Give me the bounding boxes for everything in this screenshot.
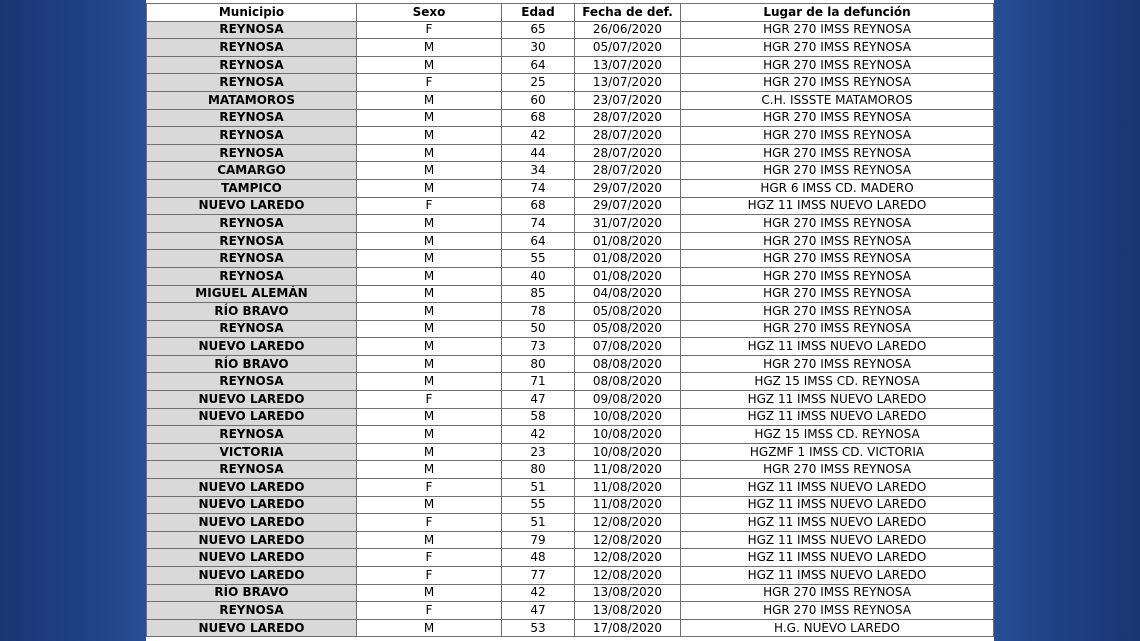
cell-municipio: REYNOSA <box>147 215 357 233</box>
table-row <box>147 531 994 549</box>
table-row <box>147 479 994 497</box>
cell-sexo: M <box>357 373 502 391</box>
background-right <box>994 0 1140 641</box>
table-row <box>147 109 994 127</box>
cell-edad: 78 <box>502 303 575 321</box>
cell-fecha: 09/08/2020 <box>575 391 681 409</box>
cell-municipio: CAMARGO <box>147 162 357 180</box>
cell-lugar: HGR 270 IMSS REYNOSA <box>681 215 994 233</box>
cell-fecha: 05/07/2020 <box>575 39 681 57</box>
table-row <box>147 21 994 39</box>
cell-lugar: HGZ 11 IMSS NUEVO LAREDO <box>681 567 994 585</box>
cell-sexo: F <box>357 391 502 409</box>
table-row <box>147 602 994 620</box>
cell-edad: 42 <box>502 127 575 145</box>
cell-municipio: NUEVO LAREDO <box>147 408 357 426</box>
cell-fecha: 07/08/2020 <box>575 338 681 356</box>
cell-edad: 80 <box>502 355 575 373</box>
cell-municipio: REYNOSA <box>147 461 357 479</box>
table-row <box>147 391 994 409</box>
cell-lugar: HGR 270 IMSS REYNOSA <box>681 320 994 338</box>
header-sexo: Sexo <box>357 4 502 22</box>
cell-edad: 51 <box>502 479 575 497</box>
cell-municipio: TAMPICO <box>147 179 357 197</box>
cell-edad: 55 <box>502 250 575 268</box>
cell-edad: 34 <box>502 162 575 180</box>
table-row <box>147 197 994 215</box>
cell-sexo: M <box>357 408 502 426</box>
cell-sexo: F <box>357 21 502 39</box>
table-row <box>147 127 994 145</box>
table-row <box>147 549 994 567</box>
cell-lugar: HGR 270 IMSS REYNOSA <box>681 39 994 57</box>
cell-sexo: M <box>357 461 502 479</box>
cell-fecha: 17/08/2020 <box>575 619 681 637</box>
cell-fecha: 28/07/2020 <box>575 162 681 180</box>
cell-sexo: F <box>357 567 502 585</box>
table-row <box>147 303 994 321</box>
table-row <box>147 320 994 338</box>
cell-sexo: M <box>357 496 502 514</box>
cell-lugar: HGR 270 IMSS REYNOSA <box>681 74 994 92</box>
cell-sexo: F <box>357 514 502 532</box>
cell-fecha: 26/06/2020 <box>575 21 681 39</box>
cell-fecha: 11/08/2020 <box>575 461 681 479</box>
table-row <box>147 443 994 461</box>
cell-fecha: 11/08/2020 <box>575 496 681 514</box>
cell-fecha: 12/08/2020 <box>575 549 681 567</box>
cell-fecha: 13/08/2020 <box>575 602 681 620</box>
table-row <box>147 338 994 356</box>
cell-fecha: 10/08/2020 <box>575 408 681 426</box>
cell-edad: 51 <box>502 514 575 532</box>
cell-fecha: 08/08/2020 <box>575 373 681 391</box>
cell-lugar: HGR 270 IMSS REYNOSA <box>681 162 994 180</box>
cell-municipio: NUEVO LAREDO <box>147 391 357 409</box>
cell-sexo: M <box>357 426 502 444</box>
cell-sexo: M <box>357 109 502 127</box>
cell-lugar: HGR 270 IMSS REYNOSA <box>681 127 994 145</box>
cell-edad: 50 <box>502 320 575 338</box>
cell-lugar: HGZ 11 IMSS NUEVO LAREDO <box>681 479 994 497</box>
table-row <box>147 74 994 92</box>
cell-sexo: M <box>357 355 502 373</box>
cell-municipio: REYNOSA <box>147 21 357 39</box>
cell-fecha: 11/08/2020 <box>575 479 681 497</box>
cell-fecha: 13/07/2020 <box>575 74 681 92</box>
cell-sexo: M <box>357 56 502 74</box>
cell-lugar: HGZ 15 IMSS CD. REYNOSA <box>681 373 994 391</box>
header-fecha: Fecha de def. <box>575 4 681 22</box>
cell-sexo: M <box>357 179 502 197</box>
cell-fecha: 10/08/2020 <box>575 426 681 444</box>
table-row <box>147 162 994 180</box>
cell-edad: 40 <box>502 267 575 285</box>
table-row <box>147 408 994 426</box>
cell-edad: 80 <box>502 461 575 479</box>
cell-municipio: RÍO BRAVO <box>147 584 357 602</box>
cell-edad: 64 <box>502 232 575 250</box>
cell-sexo: M <box>357 531 502 549</box>
cell-municipio: RÍO BRAVO <box>147 303 357 321</box>
cell-edad: 85 <box>502 285 575 303</box>
cell-lugar: HGR 270 IMSS REYNOSA <box>681 584 994 602</box>
cell-sexo: F <box>357 197 502 215</box>
cell-fecha: 05/08/2020 <box>575 320 681 338</box>
cell-lugar: HGR 270 IMSS REYNOSA <box>681 144 994 162</box>
cell-lugar: HGR 270 IMSS REYNOSA <box>681 267 994 285</box>
table-row <box>147 426 994 444</box>
cell-edad: 55 <box>502 496 575 514</box>
cell-lugar: HGZ 11 IMSS NUEVO LAREDO <box>681 549 994 567</box>
cell-lugar: HGZ 11 IMSS NUEVO LAREDO <box>681 496 994 514</box>
cell-edad: 73 <box>502 338 575 356</box>
cell-sexo: M <box>357 285 502 303</box>
cell-edad: 74 <box>502 179 575 197</box>
cell-sexo: M <box>357 91 502 109</box>
cell-fecha: 28/07/2020 <box>575 144 681 162</box>
cell-municipio: VICTORIA <box>147 443 357 461</box>
table-row <box>147 215 994 233</box>
table-row <box>147 179 994 197</box>
cell-municipio: RÍO BRAVO <box>147 355 357 373</box>
cell-sexo: M <box>357 267 502 285</box>
cell-municipio: REYNOSA <box>147 232 357 250</box>
cell-edad: 25 <box>502 74 575 92</box>
cell-sexo: M <box>357 162 502 180</box>
cell-lugar: HGZ 11 IMSS NUEVO LAREDO <box>681 408 994 426</box>
cell-edad: 47 <box>502 602 575 620</box>
cell-sexo: F <box>357 74 502 92</box>
cell-edad: 53 <box>502 619 575 637</box>
cell-sexo: M <box>357 320 502 338</box>
cell-fecha: 29/07/2020 <box>575 197 681 215</box>
table-row <box>147 144 994 162</box>
cell-sexo: M <box>357 250 502 268</box>
cell-municipio: MATAMOROS <box>147 91 357 109</box>
cell-edad: 42 <box>502 584 575 602</box>
cell-edad: 74 <box>502 215 575 233</box>
cell-edad: 48 <box>502 549 575 567</box>
cell-municipio: REYNOSA <box>147 127 357 145</box>
cell-lugar: HGZ 11 IMSS NUEVO LAREDO <box>681 391 994 409</box>
header-edad: Edad <box>502 4 575 22</box>
table-row <box>147 461 994 479</box>
cell-municipio: REYNOSA <box>147 56 357 74</box>
background-left <box>0 0 146 641</box>
cell-sexo: M <box>357 619 502 637</box>
table-row <box>147 619 994 637</box>
table-row <box>147 91 994 109</box>
cell-lugar: HGZ 11 IMSS NUEVO LAREDO <box>681 338 994 356</box>
table-row <box>147 56 994 74</box>
cell-sexo: F <box>357 549 502 567</box>
cell-edad: 30 <box>502 39 575 57</box>
cell-municipio: NUEVO LAREDO <box>147 496 357 514</box>
cell-edad: 68 <box>502 109 575 127</box>
cell-lugar: H.G. NUEVO LAREDO <box>681 619 994 637</box>
cell-municipio: REYNOSA <box>147 74 357 92</box>
spreadsheet-sheet <box>146 0 994 641</box>
cell-municipio: REYNOSA <box>147 250 357 268</box>
cell-municipio: NUEVO LAREDO <box>147 514 357 532</box>
table-row <box>147 355 994 373</box>
cell-municipio: REYNOSA <box>147 144 357 162</box>
cell-fecha: 12/08/2020 <box>575 567 681 585</box>
cell-lugar: HGZ 11 IMSS NUEVO LAREDO <box>681 531 994 549</box>
cell-edad: 42 <box>502 426 575 444</box>
cell-lugar: HGR 270 IMSS REYNOSA <box>681 232 994 250</box>
cell-lugar: HGR 270 IMSS REYNOSA <box>681 285 994 303</box>
cell-municipio: MIGUEL ALEMÁN <box>147 285 357 303</box>
table-row <box>147 250 994 268</box>
cell-lugar: HGR 270 IMSS REYNOSA <box>681 602 994 620</box>
cell-fecha: 10/08/2020 <box>575 443 681 461</box>
cell-municipio: NUEVO LAREDO <box>147 549 357 567</box>
cell-municipio: REYNOSA <box>147 373 357 391</box>
cell-lugar: HGR 6 IMSS CD. MADERO <box>681 179 994 197</box>
cell-sexo: M <box>357 443 502 461</box>
table-row <box>147 285 994 303</box>
cell-municipio: NUEVO LAREDO <box>147 479 357 497</box>
cell-lugar: HGR 270 IMSS REYNOSA <box>681 303 994 321</box>
cell-sexo: M <box>357 303 502 321</box>
cell-lugar: HGZ 11 IMSS NUEVO LAREDO <box>681 197 994 215</box>
header-municipio: Municipio <box>147 4 357 22</box>
cell-edad: 79 <box>502 531 575 549</box>
table-row <box>147 39 994 57</box>
deaths-table <box>146 3 994 637</box>
cell-fecha: 13/08/2020 <box>575 584 681 602</box>
cell-edad: 68 <box>502 197 575 215</box>
cell-sexo: F <box>357 479 502 497</box>
cell-lugar: HGR 270 IMSS REYNOSA <box>681 56 994 74</box>
cell-edad: 47 <box>502 391 575 409</box>
cell-municipio: NUEVO LAREDO <box>147 619 357 637</box>
cell-sexo: F <box>357 602 502 620</box>
cell-edad: 65 <box>502 21 575 39</box>
cell-municipio: REYNOSA <box>147 267 357 285</box>
cell-fecha: 08/08/2020 <box>575 355 681 373</box>
cell-edad: 60 <box>502 91 575 109</box>
table-row <box>147 567 994 585</box>
cell-municipio: REYNOSA <box>147 602 357 620</box>
cell-sexo: M <box>357 584 502 602</box>
cell-fecha: 13/07/2020 <box>575 56 681 74</box>
cell-fecha: 28/07/2020 <box>575 109 681 127</box>
cell-fecha: 01/08/2020 <box>575 232 681 250</box>
cell-edad: 71 <box>502 373 575 391</box>
cell-municipio: NUEVO LAREDO <box>147 567 357 585</box>
header-lugar: Lugar de la defunción <box>681 4 994 22</box>
cell-fecha: 12/08/2020 <box>575 514 681 532</box>
cell-municipio: NUEVO LAREDO <box>147 338 357 356</box>
cell-lugar: C.H. ISSSTE MATAMOROS <box>681 91 994 109</box>
cell-fecha: 01/08/2020 <box>575 250 681 268</box>
cell-municipio: REYNOSA <box>147 109 357 127</box>
cell-lugar: HGR 270 IMSS REYNOSA <box>681 21 994 39</box>
cell-fecha: 04/08/2020 <box>575 285 681 303</box>
cell-sexo: M <box>357 232 502 250</box>
cell-lugar: HGR 270 IMSS REYNOSA <box>681 250 994 268</box>
table-body <box>147 21 994 637</box>
cell-municipio: REYNOSA <box>147 320 357 338</box>
table-row <box>147 584 994 602</box>
cell-sexo: M <box>357 39 502 57</box>
cell-edad: 44 <box>502 144 575 162</box>
cell-fecha: 12/08/2020 <box>575 531 681 549</box>
cell-fecha: 28/07/2020 <box>575 127 681 145</box>
table-row <box>147 514 994 532</box>
table-row <box>147 267 994 285</box>
cell-lugar: HGZMF 1 IMSS CD. VICTORIA <box>681 443 994 461</box>
cell-lugar: HGR 270 IMSS REYNOSA <box>681 355 994 373</box>
cell-fecha: 01/08/2020 <box>575 267 681 285</box>
cell-municipio: REYNOSA <box>147 426 357 444</box>
cell-sexo: M <box>357 215 502 233</box>
cell-sexo: M <box>357 144 502 162</box>
cell-sexo: M <box>357 127 502 145</box>
cell-lugar: HGZ 11 IMSS NUEVO LAREDO <box>681 514 994 532</box>
header-row <box>147 4 994 22</box>
cell-fecha: 05/08/2020 <box>575 303 681 321</box>
cell-lugar: HGR 270 IMSS REYNOSA <box>681 109 994 127</box>
cell-edad: 64 <box>502 56 575 74</box>
cell-fecha: 29/07/2020 <box>575 179 681 197</box>
table-row <box>147 232 994 250</box>
cell-municipio: NUEVO LAREDO <box>147 531 357 549</box>
table-row <box>147 496 994 514</box>
cell-lugar: HGR 270 IMSS REYNOSA <box>681 461 994 479</box>
cell-sexo: M <box>357 338 502 356</box>
cell-fecha: 31/07/2020 <box>575 215 681 233</box>
cell-municipio: REYNOSA <box>147 39 357 57</box>
cell-municipio: NUEVO LAREDO <box>147 197 357 215</box>
cell-lugar: HGZ 15 IMSS CD. REYNOSA <box>681 426 994 444</box>
cell-edad: 77 <box>502 567 575 585</box>
table-row <box>147 373 994 391</box>
cell-edad: 58 <box>502 408 575 426</box>
cell-edad: 23 <box>502 443 575 461</box>
cell-fecha: 23/07/2020 <box>575 91 681 109</box>
